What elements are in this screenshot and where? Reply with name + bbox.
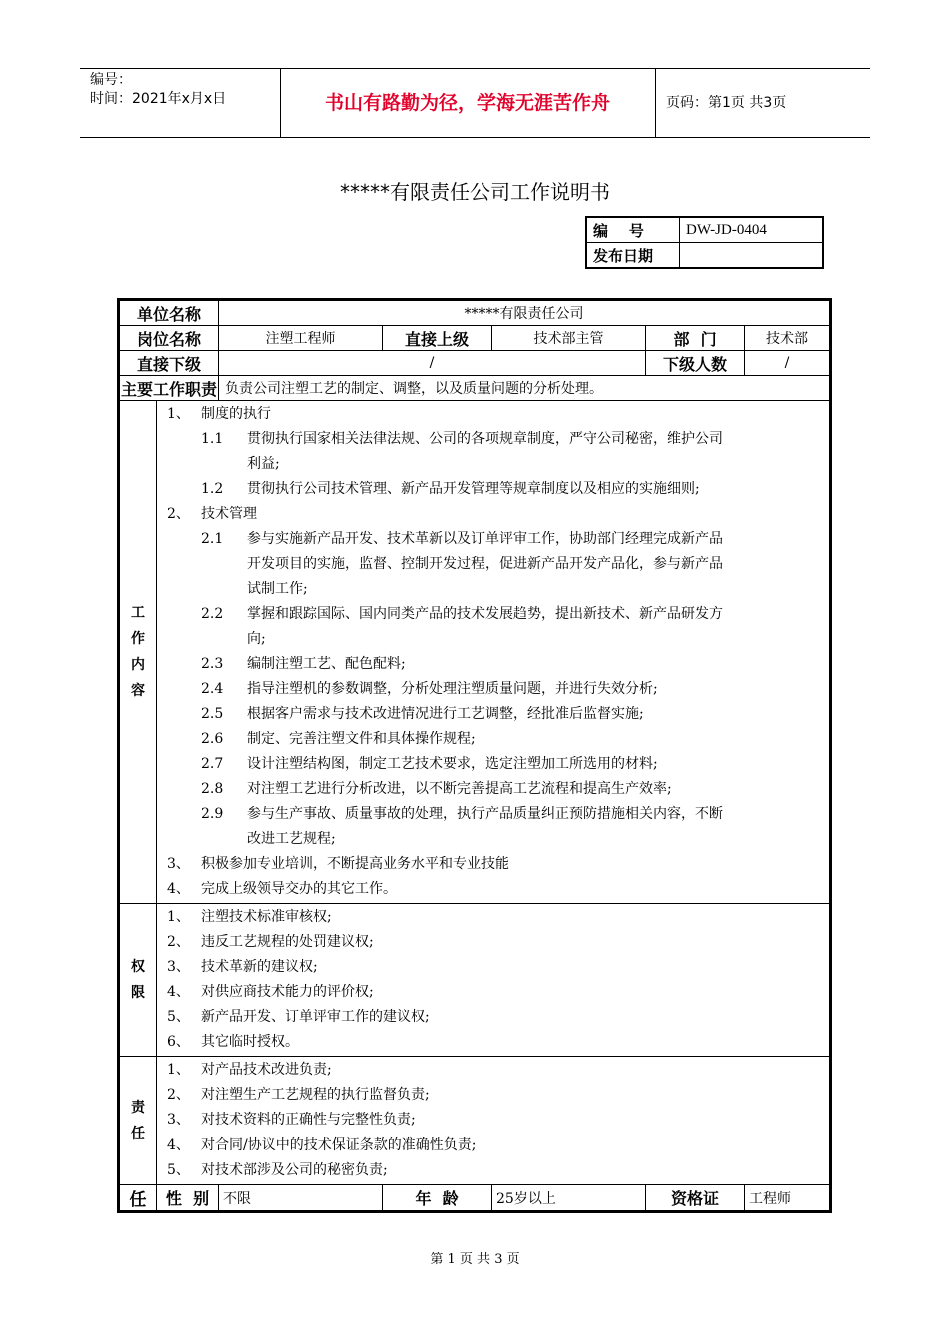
list-item: [167, 1005, 823, 1030]
list-item-text: 改进工艺规程;: [247, 831, 336, 847]
list-item: [167, 727, 823, 752]
dept-value: 技术部: [745, 326, 831, 351]
list-item: [167, 955, 823, 980]
list-item-number: 3、: [167, 1112, 190, 1128]
list-item-text: 开发项目的实施，监督、控制开发过程，促进新产品开发产品化，参与新产品: [247, 556, 723, 572]
code-table: [585, 216, 824, 269]
list-item-number: 2.8: [201, 781, 224, 797]
dept-label: 部 门: [646, 326, 745, 351]
list-item-number: 1.1: [201, 431, 224, 447]
list-item: [167, 877, 823, 902]
list-item-text: 对注塑工艺进行分析改进，以不断完善提高工艺流程和提高生产效率;: [247, 781, 672, 797]
sub-count-label: 下级人数: [646, 351, 745, 376]
list-item: [167, 677, 823, 702]
list-item-number: 4、: [167, 1137, 190, 1153]
superior-label: 直接上级: [383, 326, 492, 351]
list-item-number: 2.6: [201, 731, 224, 747]
list-item-text: 参与实施新产品开发、技术革新以及订单评审工作，协助部门经理完成新产品: [247, 531, 723, 547]
duty-value: 负责公司注塑工艺的制定、调整，以及质量问题的分析处理。: [219, 376, 831, 401]
subordinate-value: /: [219, 351, 646, 376]
list-item: [167, 905, 823, 930]
list-item-text: 对技术部涉及公司的秘密负责;: [201, 1162, 388, 1178]
list-item-number: 2.3: [201, 656, 224, 672]
list-item-text: 积极参加专业培训，不断提高业务水平和专业技能: [201, 856, 509, 872]
list-item: [167, 652, 823, 677]
list-item-number: 2.7: [201, 756, 224, 772]
work-label: [119, 401, 157, 904]
subordinate-label: 直接下级: [119, 351, 219, 376]
list-item-number: 3、: [167, 856, 190, 872]
list-item-text: 掌握和跟踪国际、国内同类产品的技术发展趋势，提出新技术、新产品研发方: [247, 606, 723, 622]
age-label: 年 龄: [383, 1185, 492, 1212]
list-item-text: 制定、完善注塑文件和具体操作规程;: [247, 731, 476, 747]
superior-value: 技术部主管: [492, 326, 646, 351]
list-item: [167, 527, 823, 552]
list-item-text: 贯彻执行国家相关法律法规、公司的各项规章制度，严守公司秘密，维护公司: [247, 431, 723, 447]
list-item-number: 2.4: [201, 681, 224, 697]
list-item: [167, 427, 823, 452]
list-item-text: 利益;: [247, 456, 280, 472]
list-item-text: 对产品技术改进负责;: [201, 1062, 332, 1078]
unit-value: *****有限责任公司: [219, 300, 831, 326]
list-item-text: 试制工作;: [247, 581, 308, 597]
list-item: [167, 1108, 823, 1133]
page-header: [80, 68, 870, 138]
list-item-number: 1、: [167, 909, 190, 925]
authority-list: [167, 904, 823, 1056]
list-item-number: 1.2: [201, 481, 224, 497]
list-item: [167, 827, 823, 852]
list-item-number: 1、: [167, 1062, 190, 1078]
list-item: [167, 1083, 823, 1108]
document-title: *****有限责任公司工作说明书: [340, 180, 610, 204]
list-item-text: 制度的执行: [201, 406, 271, 422]
authority-label: [119, 904, 157, 1057]
responsibility-label-text: 责任: [131, 1099, 145, 1142]
requirement-label: 任: [119, 1185, 157, 1212]
date-value: [680, 243, 824, 269]
list-item-number: 2、: [167, 506, 190, 522]
work-label-text: 工作内容: [131, 605, 145, 699]
responsibility-content: [157, 1057, 831, 1185]
list-item: [167, 1133, 823, 1158]
work-content: [157, 401, 831, 904]
unit-label: 单位名称: [119, 300, 219, 326]
header-motto: 书山有路勤为径，学海无涯苦作舟: [324, 92, 610, 114]
number-label: 编 号: [586, 217, 680, 243]
list-item: [167, 702, 823, 727]
list-item-text: 根据客户需求与技术改进情况进行工艺调整，经批准后监督实施;: [247, 706, 644, 722]
list-item: [167, 477, 823, 502]
list-item-text: 贯彻执行公司技术管理、新产品开发管理等规章制度以及相应的实施细则;: [247, 481, 700, 497]
header-code: 编号：: [90, 72, 132, 88]
list-item-text: 完成上级领导交办的其它工作。: [201, 881, 397, 897]
list-item-text: 编制注塑工艺、配色配料;: [247, 656, 406, 672]
list-item: [167, 852, 823, 877]
page-footer: 第 1 页 共 3 页: [430, 1252, 520, 1267]
list-item-text: 对供应商技术能力的评价权;: [201, 984, 374, 1000]
post-label: 岗位名称: [119, 326, 219, 351]
responsibility-list: [167, 1057, 823, 1184]
list-item: [167, 577, 823, 602]
list-item-number: 4、: [167, 984, 190, 1000]
list-item-number: 2、: [167, 934, 190, 950]
cert-label: 资格证: [646, 1185, 745, 1212]
header-meta: [90, 71, 226, 109]
list-item: [167, 552, 823, 577]
authority-content: [157, 904, 831, 1057]
list-item: [167, 1030, 823, 1055]
list-item: [167, 1158, 823, 1183]
list-item-number: 2.1: [201, 531, 224, 547]
header-time: 时间：2021年x月x日: [90, 91, 227, 107]
list-item: [167, 802, 823, 827]
list-item-text: 对注塑生产工艺规程的执行监督负责;: [201, 1087, 430, 1103]
list-item-number: 3、: [167, 959, 190, 975]
list-item: [167, 402, 823, 427]
list-item: [167, 752, 823, 777]
sub-count-value: /: [745, 351, 831, 376]
list-item-text: 向;: [247, 631, 266, 647]
list-item: [167, 930, 823, 955]
list-item-number: 2.5: [201, 706, 224, 722]
list-item-number: 6、: [167, 1034, 190, 1050]
list-item: [167, 602, 823, 627]
number-value: DW-JD-0404: [680, 217, 824, 243]
list-item-number: 4、: [167, 881, 190, 897]
list-item-text: 技术管理: [201, 506, 257, 522]
authority-label-text: 权限: [131, 959, 145, 1001]
post-value: 注塑工程师: [219, 326, 383, 351]
list-item-text: 指导注塑机的参数调整，分析处理注塑质量问题，并进行失效分析;: [247, 681, 658, 697]
list-item: [167, 777, 823, 802]
header-divider: [655, 69, 656, 137]
list-item-number: 5、: [167, 1162, 190, 1178]
list-item-text: 技术革新的建议权;: [201, 959, 318, 975]
list-item: [167, 980, 823, 1005]
date-label: 发布日期: [586, 243, 680, 269]
age-value: 25岁以上: [492, 1185, 646, 1212]
duty-label: 主要工作职责: [119, 376, 219, 401]
job-description-form: [117, 298, 832, 1213]
list-item-number: 1、: [167, 406, 190, 422]
list-item-text: 新产品开发、订单评审工作的建议权;: [201, 1009, 430, 1025]
list-item: [167, 1058, 823, 1083]
list-item-text: 对合同/协议中的技术保证条款的准确性负责;: [201, 1137, 477, 1153]
list-item: [167, 627, 823, 652]
list-item-text: 参与生产事故、质量事故的处理，执行产品质量纠正预防措施相关内容，不断: [247, 806, 723, 822]
list-item: [167, 502, 823, 527]
list-item-number: 5、: [167, 1009, 190, 1025]
cert-value: 工程师: [745, 1185, 831, 1212]
gender-label: 性 别: [157, 1185, 219, 1212]
list-item-number: 2.2: [201, 606, 224, 622]
gender-value: 不限: [219, 1185, 383, 1212]
list-item-text: 注塑技术标准审核权;: [201, 909, 332, 925]
list-item: [167, 452, 823, 477]
responsibility-label: [119, 1057, 157, 1185]
list-item-text: 违反工艺规程的处罚建议权;: [201, 934, 374, 950]
list-item-number: 2、: [167, 1087, 190, 1103]
header-page-info: 页码：第1页 共3页: [666, 95, 787, 111]
list-item-number: 2.9: [201, 806, 224, 822]
list-item-text: 其它临时授权。: [201, 1034, 299, 1050]
work-list: [167, 401, 823, 903]
list-item-text: 对技术资料的正确性与完整性负责;: [201, 1112, 416, 1128]
list-item-text: 设计注塑结构图，制定工艺技术要求，选定注塑加工所选用的材料;: [247, 756, 658, 772]
